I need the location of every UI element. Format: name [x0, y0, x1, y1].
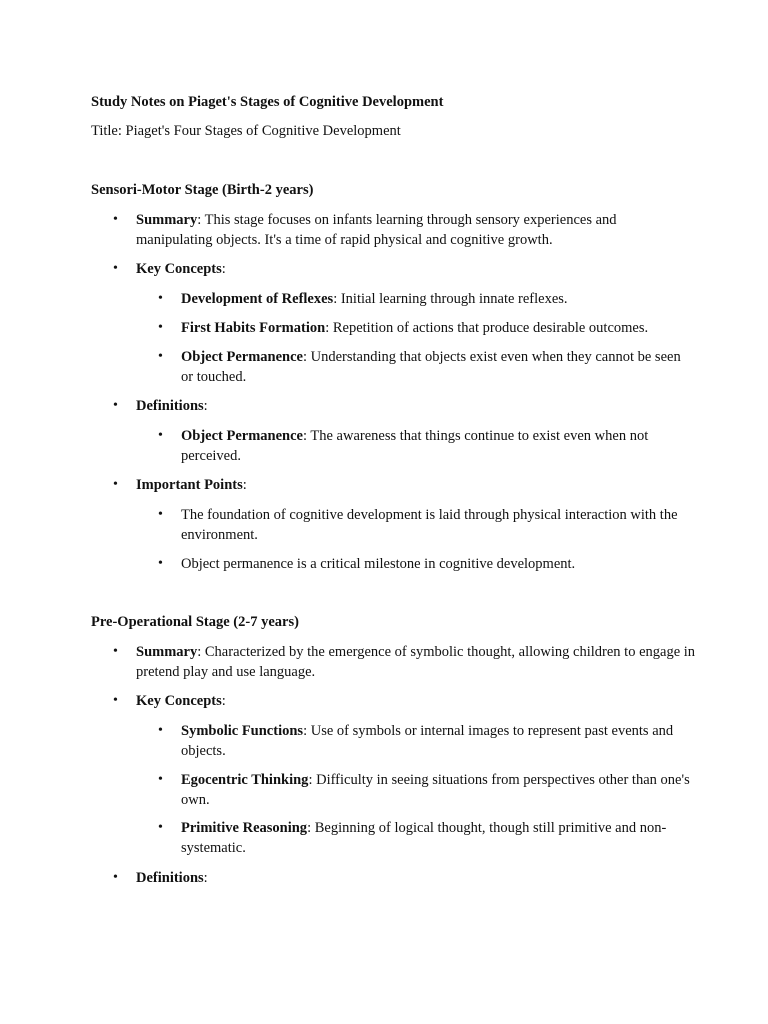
bullet: • [158, 428, 163, 443]
sub-list-item [158, 818, 691, 858]
item-text: : Beginning of logical thought, though still primitive and non-systematic. [181, 820, 667, 856]
item-label: Key Concepts [136, 261, 222, 277]
item-label: Important Points [136, 477, 243, 493]
item-text: : Initial learning through innate reflexes. [333, 291, 568, 307]
item-term: Egocentric Thinking [181, 772, 309, 788]
item-text: The foundation of cognitive development is laid through physical interaction with the environment. [181, 507, 678, 543]
item-text: : This stage focuses on infants learning through sensory experiences and manipulating objects. It's a time of rapid physical and cognitive growth. [136, 212, 617, 248]
bullet: • [113, 693, 118, 708]
bullet: • [158, 723, 163, 738]
item-colon: : [221, 693, 226, 709]
item-text: : Characterized by the emergence of symbolic thought, allowing children to engage in pretend play and use language. [136, 644, 696, 680]
item-term: Development of Reflexes [181, 291, 334, 307]
bullet: • [113, 870, 118, 885]
sub-list-item [158, 770, 691, 810]
item-text: : Understanding that objects exist even when they cannot be seen or touched. [181, 349, 681, 385]
bullet: • [113, 644, 118, 659]
bullet: • [158, 820, 163, 835]
sub-list-item [158, 505, 691, 545]
section-heading-pre-operational: Pre-Operational Stage (2-7 years) [91, 614, 299, 630]
item-colon: : [203, 398, 208, 414]
bullet: • [113, 398, 118, 413]
list-item-key-concepts [113, 691, 696, 711]
item-term: Object Permanence [181, 428, 303, 444]
bullet: • [158, 507, 163, 522]
sub-list-item [158, 318, 691, 338]
sub-list-item [158, 721, 691, 761]
item-text: Object permanence is a critical milestone in cognitive development. [181, 556, 576, 572]
document-title-line: Title: Piaget's Four Stages of Cognitive Development [91, 123, 401, 139]
sub-list-item [158, 347, 691, 387]
item-text: : Use of symbols or internal images to represent past events and objects. [181, 723, 674, 759]
bullet: • [158, 320, 163, 335]
item-text: : The awareness that things continue to exist even when not perceived. [181, 428, 649, 464]
sub-list-item [158, 426, 691, 466]
bullet: • [158, 349, 163, 364]
list-item-definitions [113, 396, 696, 416]
section-heading-sensori-motor: Sensori-Motor Stage (Birth-2 years) [91, 182, 314, 198]
item-label: Summary [136, 644, 198, 660]
item-text: : Repetition of actions that produce desirable outcomes. [325, 320, 649, 336]
item-label: Definitions [136, 870, 204, 886]
list-item-key-concepts [113, 259, 696, 279]
item-label: Definitions [136, 398, 204, 414]
bullet: • [113, 477, 118, 492]
bullet: • [113, 261, 118, 276]
item-label: Key Concepts [136, 693, 222, 709]
list-item-important-points [113, 475, 696, 495]
document-heading: Study Notes on Piaget's Stages of Cognitive Development [91, 94, 444, 110]
sub-list-item [158, 289, 691, 309]
list-item-definitions [113, 868, 696, 888]
bullet: • [158, 772, 163, 787]
item-colon: : [221, 261, 226, 277]
item-colon: : [203, 870, 208, 886]
item-label: Summary [136, 212, 198, 228]
item-text: : Difficulty in seeing situations from perspectives other than one's own. [181, 772, 690, 808]
item-term: Symbolic Functions [181, 723, 304, 739]
list-item-summary [113, 642, 696, 682]
item-term: Primitive Reasoning [181, 820, 308, 836]
bullet: • [158, 291, 163, 306]
sub-list-item [158, 554, 691, 574]
item-colon: : [242, 477, 247, 493]
item-term: Object Permanence [181, 349, 303, 365]
list-item-summary [113, 210, 696, 250]
bullet: • [113, 212, 118, 227]
item-term: First Habits Formation [181, 320, 326, 336]
bullet: • [158, 556, 163, 571]
